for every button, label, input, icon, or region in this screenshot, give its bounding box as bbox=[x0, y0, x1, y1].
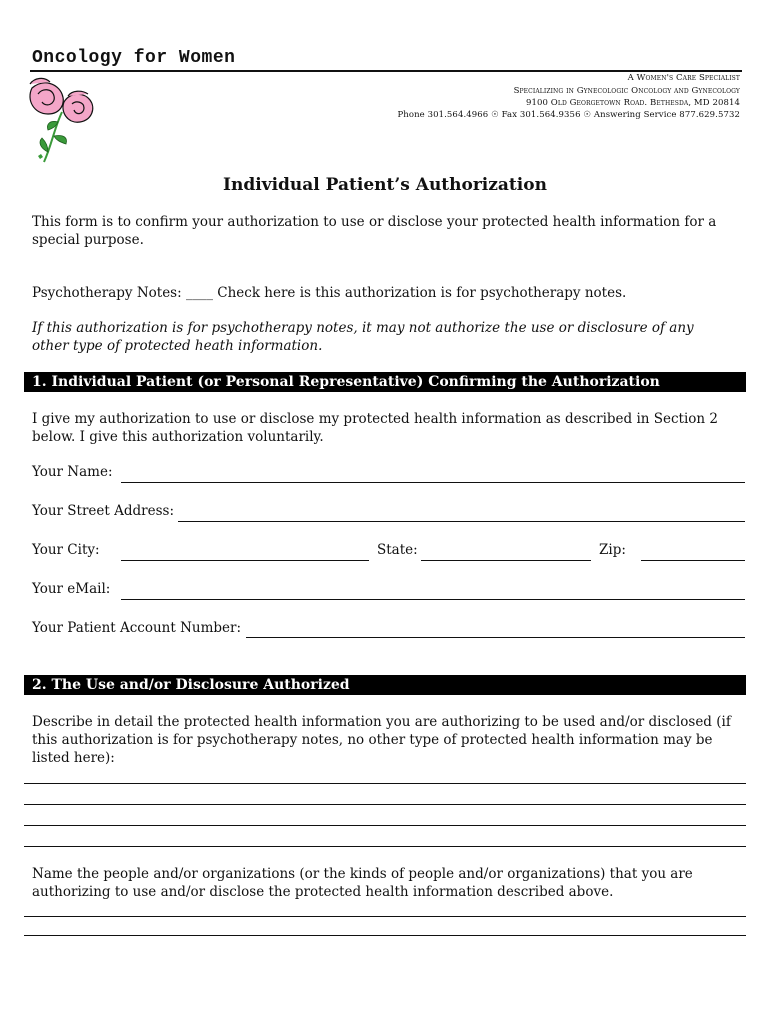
describe-line-4[interactable] bbox=[24, 846, 746, 847]
name-field[interactable] bbox=[121, 482, 745, 483]
tagline: A Women's Care Specialist bbox=[627, 73, 740, 83]
address-line: 9100 Old Georgetown Road. Bethesda, MD 20814 bbox=[525, 98, 740, 108]
city-label: Your City: bbox=[32, 542, 100, 558]
street-field[interactable] bbox=[178, 521, 745, 522]
email-label: Your eMail: bbox=[32, 581, 111, 597]
describe-line-3[interactable] bbox=[24, 825, 746, 826]
psychotherapy-check-text: Psychotherapy Notes: ____ Check here is this authorization is for psychotherapy notes. bbox=[32, 285, 627, 301]
recipients-line-1[interactable] bbox=[24, 916, 746, 917]
section-2-describe-text: Describe in detail the protected health information you are authorizing to be used and/or disclosed (if this authorization is for psychotherapy notes, no other type of protected health information may be listed here): bbox=[32, 714, 731, 766]
header-divider bbox=[30, 70, 742, 72]
describe-line-2[interactable] bbox=[24, 804, 746, 805]
form-title: Individual Patient’s Authorization bbox=[223, 175, 547, 195]
street-label: Your Street Address: bbox=[32, 503, 175, 519]
zip-label: Zip: bbox=[599, 542, 626, 558]
contact-line: Phone 301.564.4966 ☉ Fax 301.564.9356 ☉ Answering Service 877.629.5732 bbox=[397, 110, 740, 120]
recipients-line-2[interactable] bbox=[24, 935, 746, 936]
section-1-heading: 1. Individual Patient (or Personal Representative) Confirming the Authorization bbox=[24, 372, 746, 392]
state-label: State: bbox=[377, 542, 418, 558]
rose-icon bbox=[24, 74, 104, 166]
section-1-text: I give my authorization to use or disclose my protected health information as described in Section 2 below. I give this authorization voluntarily. bbox=[32, 411, 719, 445]
zip-field[interactable] bbox=[641, 560, 745, 561]
email-field[interactable] bbox=[121, 599, 745, 600]
state-field[interactable] bbox=[421, 560, 591, 561]
intro-text: This form is to confirm your authorization to use or disclose your protected health information for a special purpose. bbox=[32, 214, 717, 248]
account-number-field[interactable] bbox=[246, 637, 745, 638]
city-field[interactable] bbox=[121, 560, 369, 561]
describe-line-1[interactable] bbox=[24, 783, 746, 784]
account-label: Your Patient Account Number: bbox=[32, 620, 242, 636]
organization-name: Oncology for Women bbox=[32, 48, 236, 68]
section-2-heading: 2. The Use and/or Disclosure Authorized bbox=[24, 675, 746, 695]
specialty-line: Specializing in Gynecologic Oncology and Gynecology bbox=[513, 86, 740, 96]
section-2-recipients-text: Name the people and/or organizations (or the kinds of people and/or organizations) that you are authorizing to use and/or disclose the protected health information described above. bbox=[32, 866, 693, 900]
name-label: Your Name: bbox=[32, 464, 113, 480]
psychotherapy-note: If this authorization is for psychotherapy notes, it may not authorize the use or disclosure of any other type of protected heath information. bbox=[32, 320, 694, 354]
